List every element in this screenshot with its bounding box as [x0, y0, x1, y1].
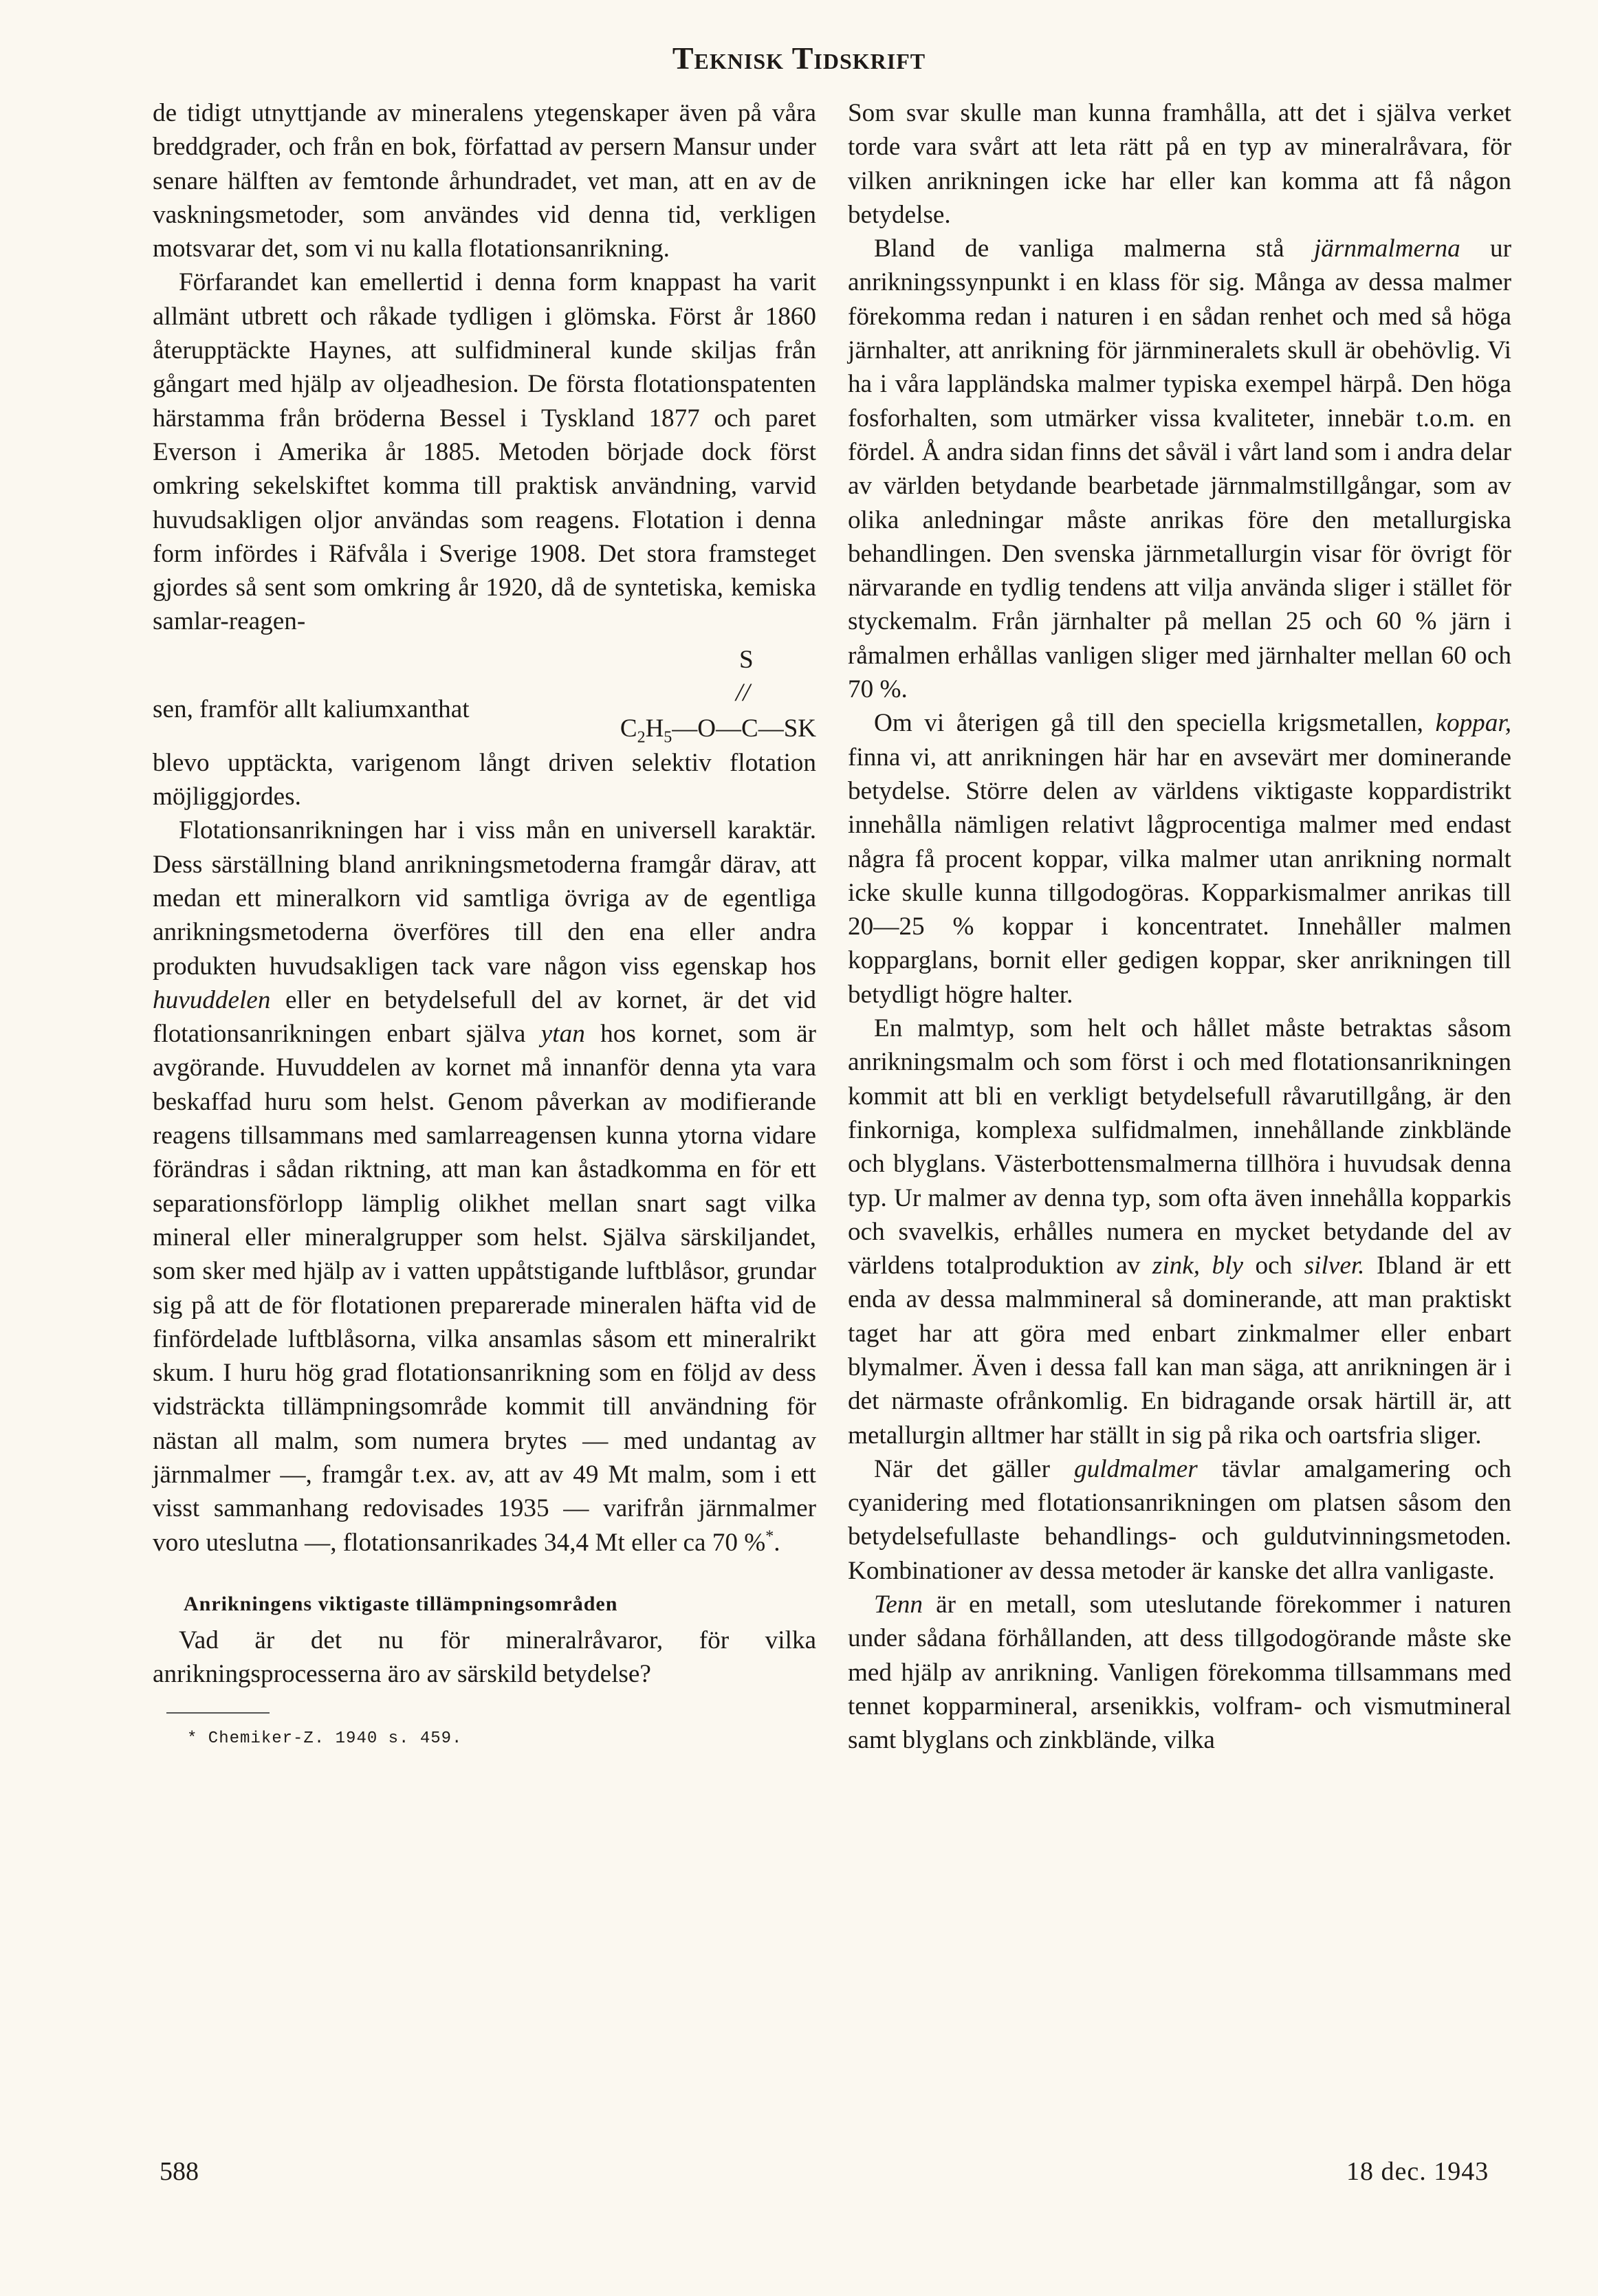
italic-text: zink, bly [1152, 1251, 1243, 1280]
formula-subscript: 2 [637, 728, 646, 747]
text-run: Flotationsanrikningen har i viss mån en universell karaktär. Dess särställning bland anrikningsmetoderna framgår därav, att medan ett mineralkorn vid samtliga övriga av de egentliga anrikningsmetoderna överföres till den ena eller andra produkten huvudsakligen tack vare någon viss egenskap hos [153, 816, 816, 981]
text-run: ur anrikningssynpunkt i en klass för sig. Många av dessa malmer förekomma redan i naturen i en sådan renhet och med så höga järnhalter, att anrikning för järnmineralets skull är obehövlig. Vi ha i våra lappländska malmer typiska exempel härpå. Den höga fosforhalten, som utmärker vissa kvaliteter, innebär t.o.m. en fördel. Å andra sidan finns det såväl i vårt land som i andra delar av världen betydande bearbetade järnmalmstillgångar, som av olika anledningar måste anrikas före den metallurgiska behandlingen. Den svenska järnmetallurgin visar för övrigt för närvarande en tydlig tendens att vilja använda sliger i stället för styckemalm. Från järnhalter på mellan 25 och 60 % järn i råmalmen erhållas vanligen sliger med järnhalter mellan 60 och 70 %. [848, 234, 1512, 704]
paragraph [848, 1012, 1511, 1452]
footnote: * Chemiker-Z. 1940 s. 459. [187, 1729, 463, 1748]
italic-text: koppar, [1435, 709, 1511, 738]
italic-text: Tenn [874, 1590, 923, 1619]
formula-rest: —O—C—SK [672, 714, 816, 743]
formula-sulfur: S [739, 645, 754, 674]
italic-text: järnmalmerna [1313, 234, 1460, 263]
issue-date: 18 dec. 1943 [1346, 2157, 1489, 2186]
text-run: . [774, 1528, 780, 1557]
section-subheading: Anrikningens viktigaste tillämpningsområden [184, 1592, 618, 1615]
footnote-divider [166, 1712, 270, 1714]
italic-text: huvuddelen [153, 985, 271, 1014]
text-run: finna vi, att anrikningen här har en avsevärt mer dominerande betydelse. Större delen av världens viktigaste koppardistrikt innehålla nämligen relativt lågprocentiga malmer med endast några få procent koppar, vilka malmer utan anrikning normalt icke skulle kunna tillgodogöras. Kopparkismalmer anrikas till 20—25 % koppar i koncentratet. Innehåller malmen kopparglans, bornit eller gedigen koppar, sker anrikningen till betydligt högre halter. [848, 743, 1511, 1009]
italic-text: ytan [540, 1020, 585, 1049]
formula-lead-text: sen, framför allt kaliumxanthat [153, 695, 470, 723]
paragraph [153, 813, 816, 1560]
text-run: Bland de vanliga malmerna stå [874, 234, 1314, 263]
text-run: tävlar amalgamering och cyanidering med flotationsanrikningen om platsen såsom den betydelsefullaste behandlings- och guldutvinningsmetoden. Kombinationer av dessa metoder är kanske det allra vanligaste. [848, 1454, 1511, 1585]
text-run: Om vi återigen gå till den speciella krigsmetallen, [874, 709, 1436, 738]
paragraph [848, 232, 1511, 706]
paragraph: de tidigt utnyttjande av mineralens ytegenskaper även på våra breddgrader, och från en bok, författad av persern Mansur under senare hälften av femtonde århundradet, vet man, att en av de vaskningsmetoder, som användes vid denna tid, verkligen motsvarar det, som vi nu kalla flotationsanrikning. [153, 99, 816, 263]
text-run: eller en betydelsefull del av kornet, är det vid flotationsanrikningen enbart själva [153, 985, 816, 1049]
formula-subscript: 5 [664, 728, 672, 747]
formula-chain [620, 712, 816, 755]
journal-header: Teknisk Tidskrift [672, 41, 926, 76]
text-run: När det gäller [874, 1454, 1075, 1483]
chemical-formula [153, 643, 816, 745]
paragraph [848, 1452, 1511, 1588]
formula-hydrogen: H [645, 714, 664, 743]
italic-text: guldmalmer [1074, 1454, 1198, 1483]
page-number: 588 [160, 2157, 199, 2186]
text-run: hos kornet, som är avgörande. Huvuddelen av kornet må innanför denna yta vara beskaffad huru som helst. Genom påverkan av modifierande reagens tillsammans med samlarreagensen kunna ytorna vidare förändras i sådan riktning, att man kan åstadkomma en för ett separationsförlopp lämplig olikhet mellan snart sagt vilka mineral eller mineralgrupper som helst. Själva särskiljandet, som sker med hjälp av i vatten uppåtstigande luftblåsor, grundar sig på att de för flotationen preparerade mineralen häfta vid de finfördelade luftblåsorna, vilka ansamlas såsom ett mineralrikt skum. I huru hög grad flotationsanrikning som en följd av dess vidsträckta tillämpningsområde kommit till användning för nästan all malm, som numera brytes — med undantag av järnmalmer —, framgår t.ex. av, att av 49 Mt malm, som i ett visst sammanhang redovisades 1935 — varifrån järnmalmer voro uteslutna —, flotationsanrikades 34,4 Mt eller ca 70 % [153, 1020, 816, 1557]
left-column [153, 96, 816, 1756]
footnote-marker: * [765, 1527, 774, 1546]
formula-double-bond: // [736, 678, 750, 707]
italic-text: silver. [1304, 1251, 1365, 1280]
paragraph: Vad är det nu för mineralråvaror, för vilka anrikningsprocesserna äro av särskild betydelse? [153, 1626, 816, 1689]
paragraph [848, 706, 1511, 1012]
text-run: En malmtyp, som helt och hållet måste betraktas såsom anrikningsmalm och som först i och med flotationsanrikningen kommit att bli en verkligt betydelsefull råvarutillgång, är den finkorniga, komplexa sulfidmalmen, innehållande zinkblände och blyglans. Västerbottensmalmerna tillhöra i huvudsak denna typ. Ur malmer av denna typ, som ofta även innehålla kopparkis och svavelkis, erhålles numera en mycket betydande del av världens totalproduktion av [848, 1014, 1511, 1280]
right-column [848, 96, 1511, 1758]
paragraph: Förfarandet kan emellertid i denna form knappast ha varit allmänt utbrett och råkade tydligen i glömska. Först år 1860 återupptäckte Haynes, att sulfidmineral kunde skiljas från gångart med hjälp av oljeadhesion. De första flotationspatenten härstamma från bröderna Bessel i Tyskland 1877 och paret Everson i Amerika år 1885. Metoden började dock först omkring sekelskiftet komma till praktisk användning, varvid huvudsakligen oljor användas som reagens. Flotation i denna form infördes i Räfvåla i Sverige 1908. Det stora framsteget gjordes så sent som omkring år 1920, då de syntetiska, kemiska samlar-reagen- [153, 268, 816, 636]
paragraph: blevo upptäckta, varigenom långt driven selektiv flotation möjliggjordes. [153, 748, 816, 811]
text-run: är en metall, som uteslutande förekommer i naturen under sådana förhållanden, att dess tillgodogörande måste ske med hjälp av anrikning. Vanligen förekomma tillsammans med tennet kopparmineral, arsenikkis, volfram- och vismutmineral samt blyglans och zinkblände, vilka [848, 1590, 1511, 1755]
text-run: Ibland är ett enda av dessa malmmineral så dominerande, att man praktiskt taget har att göra med enbart zinkmalmer eller enbart blymalmer. Även i dessa fall kan man säga, att anrikningen är i det närmaste ofrånkomlig. En bidragande orsak härtill är, att metallurgin alltmer har ställt in sig på rika och oartsfria sliger. [848, 1251, 1511, 1450]
text-run: och [1243, 1251, 1304, 1280]
paragraph [848, 1588, 1511, 1757]
formula-carbon: C [620, 714, 637, 743]
paragraph: Som svar skulle man kunna framhålla, att det i själva verket torde vara svårt att leta rätt på en typ av mineralråvara, för vilken anrikningen icke har eller kan komma att få någon betydelse. [848, 99, 1511, 229]
